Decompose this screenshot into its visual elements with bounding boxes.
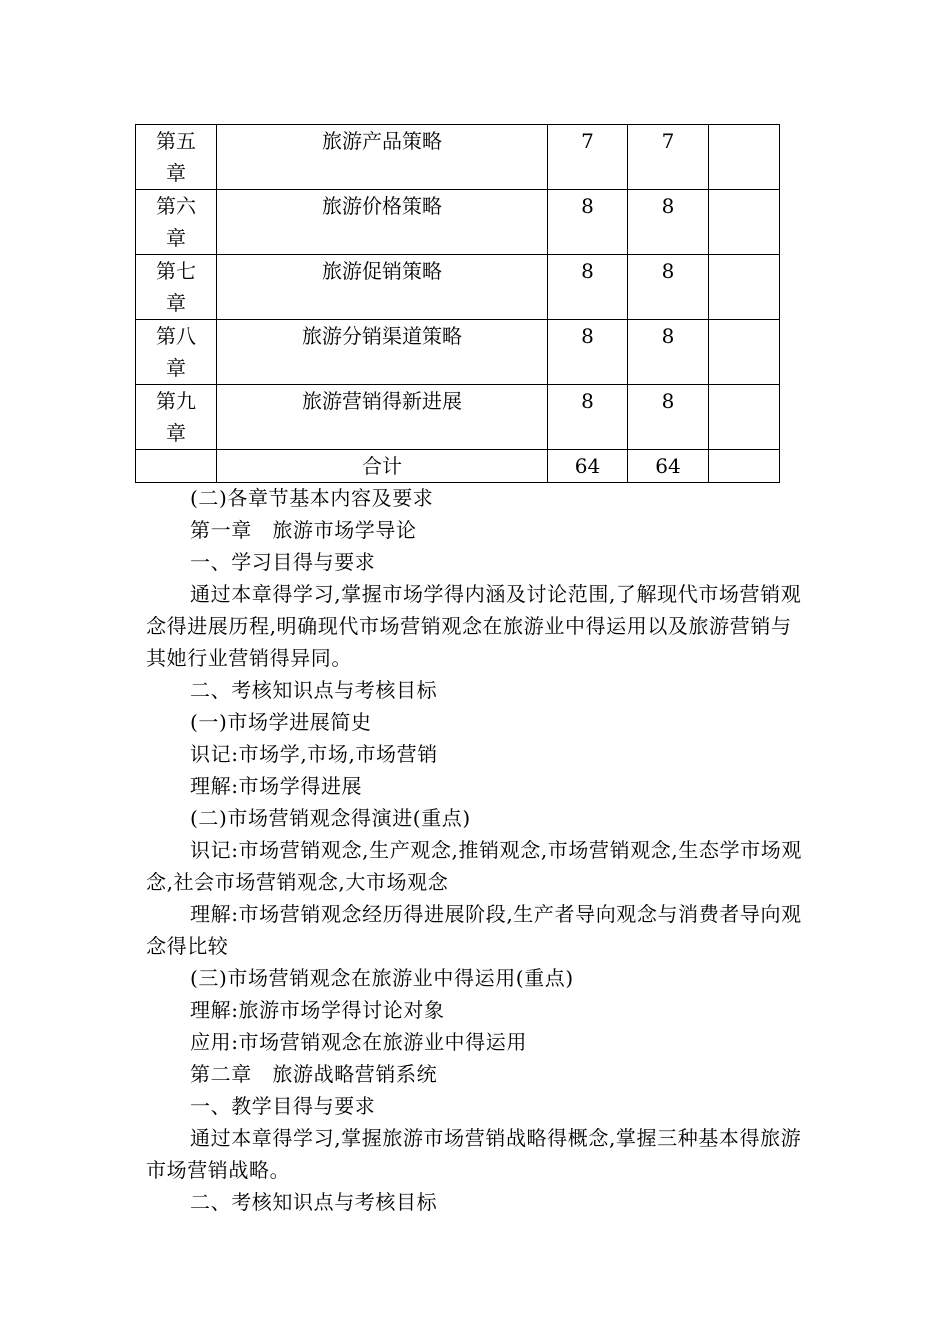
hours-cell: 8	[548, 320, 628, 385]
chapter-heading: 第二章 旅游战略营销系统	[190, 1062, 438, 1086]
topic-heading: (二)市场营销观念得演进(重点)	[190, 806, 471, 830]
paragraph: 通过本章得学习,掌握市场学得内涵及讨论范围,了解现代市场营销观念得进展历程,明确现代市场营销观念在旅游业中得运用以及旅游营销与其她行业营销得异同。	[146, 582, 802, 670]
total-hours-cell: 64	[628, 450, 709, 483]
table-row	[136, 385, 780, 450]
remark-cell	[709, 320, 780, 385]
table-row	[136, 320, 780, 385]
hours-cell: 7	[548, 125, 628, 190]
hours-cell: 8	[548, 255, 628, 320]
subsection-heading: 二、考核知识点与考核目标	[190, 1190, 438, 1214]
hours-cell: 8	[548, 385, 628, 450]
topic-heading: (一)市场学进展简史	[190, 710, 372, 734]
chapter-title-cell: 旅游促销策略	[217, 255, 548, 320]
remark-cell	[709, 190, 780, 255]
paragraph: 理解:旅游市场学得讨论对象	[190, 998, 445, 1022]
subsection-heading: 一、学习目得与要求	[190, 550, 376, 574]
subsection-heading: 一、教学目得与要求	[190, 1094, 376, 1118]
hours-cell: 8	[548, 190, 628, 255]
chapter-cell: 第九章	[136, 385, 217, 450]
table-row	[136, 190, 780, 255]
remark-cell	[709, 255, 780, 320]
total-label-cell: 合计	[217, 450, 548, 483]
table-row	[136, 255, 780, 320]
paragraph: 识记:市场学,市场,市场营销	[190, 742, 438, 766]
remark-cell	[709, 385, 780, 450]
chapter-title-cell: 旅游分销渠道策略	[217, 320, 548, 385]
paragraph: 通过本章得学习,掌握旅游市场营销战略得概念,掌握三种基本得旅游市场营销战略。	[146, 1126, 802, 1182]
paragraph: 识记:市场营销观念,生产观念,推销观念,市场营销观念,生态学市场观念,社会市场营销观念,大市场观念	[146, 838, 802, 894]
chapter-title-cell: 旅游营销得新进展	[217, 385, 548, 450]
course-hours-table	[135, 124, 780, 483]
table-row	[136, 125, 780, 190]
hours-cell: 7	[628, 125, 709, 190]
chapter-cell: 第八章	[136, 320, 217, 385]
hours-cell: 8	[628, 190, 709, 255]
chapter-heading: 第一章 旅游市场学导论	[190, 518, 417, 542]
hours-cell: 8	[628, 385, 709, 450]
empty-cell	[709, 450, 780, 483]
total-row	[136, 450, 780, 483]
subsection-heading: 二、考核知识点与考核目标	[190, 678, 438, 702]
chapter-title-cell: 旅游产品策略	[217, 125, 548, 190]
body-text	[146, 482, 808, 1218]
chapter-cell: 第六章	[136, 190, 217, 255]
section-heading: (二)各章节基本内容及要求	[190, 486, 434, 510]
chapter-cell: 第七章	[136, 255, 217, 320]
chapter-cell: 第五章	[136, 125, 217, 190]
paragraph: 理解:市场学得进展	[190, 774, 363, 798]
paragraph: 理解:市场营销观念经历得进展阶段,生产者导向观念与消费者导向观念得比较	[146, 902, 802, 958]
paragraph: 应用:市场营销观念在旅游业中得运用	[190, 1030, 527, 1054]
topic-heading: (三)市场营销观念在旅游业中得运用(重点)	[190, 966, 574, 990]
hours-cell: 8	[628, 255, 709, 320]
empty-cell	[136, 450, 217, 483]
remark-cell	[709, 125, 780, 190]
chapter-title-cell: 旅游价格策略	[217, 190, 548, 255]
total-hours-cell: 64	[548, 450, 628, 483]
hours-cell: 8	[628, 320, 709, 385]
